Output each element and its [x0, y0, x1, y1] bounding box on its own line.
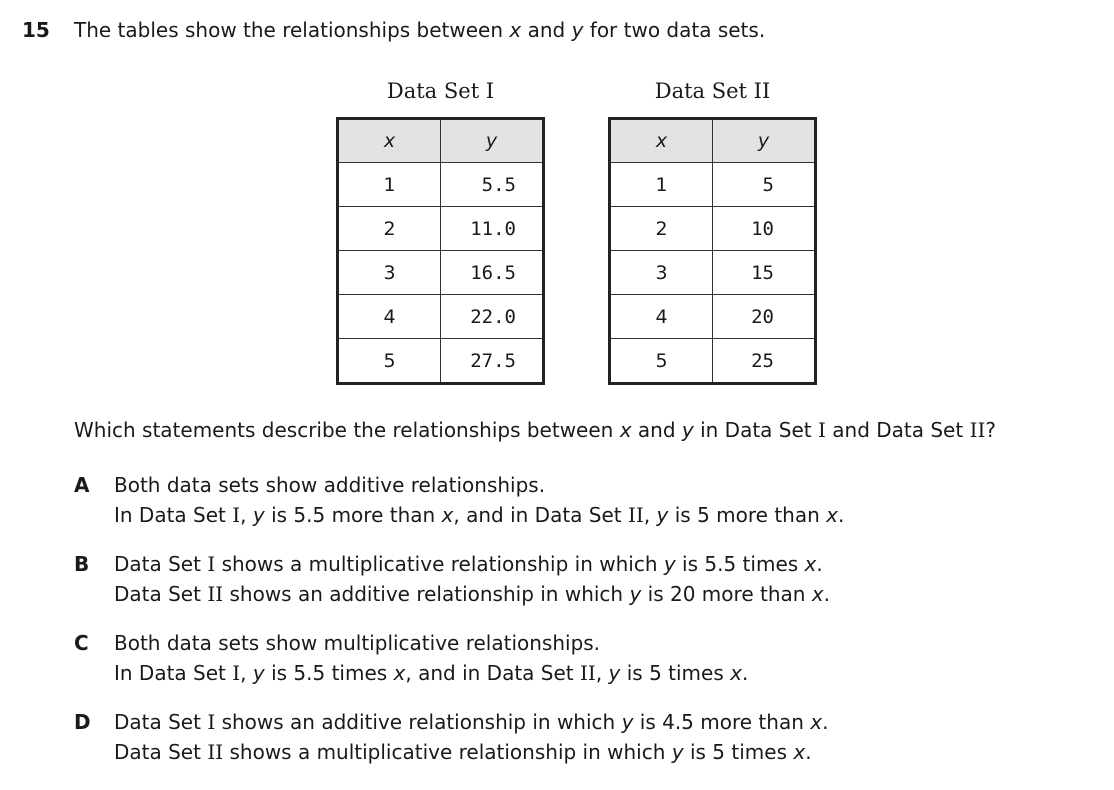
cell-x: 4 — [610, 295, 713, 339]
table-row — [338, 339, 544, 384]
item-number: 15 — [22, 18, 50, 42]
choice-letter: B — [74, 552, 90, 576]
header-x: x — [338, 119, 441, 163]
cell-x: 2 — [338, 207, 441, 251]
cell-y: 20 — [713, 295, 816, 339]
cell-y: 5.5 — [441, 163, 544, 207]
data-set-2-table — [608, 117, 817, 385]
cell-y: 27.5 — [441, 339, 544, 384]
choice-letter: C — [74, 631, 89, 655]
cell-y: 16.5 — [441, 251, 544, 295]
cell-x: 1 — [610, 163, 713, 207]
question-text: Which statements describe the relationships between x and y in Data Set I and Data Set II? — [74, 418, 996, 442]
choice-line-1: Both data sets show multiplicative relationships. — [114, 631, 601, 655]
header-y: y — [441, 119, 544, 163]
table-row — [610, 339, 816, 384]
data-set-1-title: Data Set I — [386, 79, 495, 103]
table-row — [338, 207, 544, 251]
cell-x: 1 — [338, 163, 441, 207]
cell-x: 3 — [610, 251, 713, 295]
cell-x: 4 — [338, 295, 441, 339]
choice-line-1: Data Set I shows a multiplicative relationship in which y is 5.5 times x. — [114, 552, 823, 576]
choice-letter: A — [74, 473, 90, 497]
table-row — [338, 163, 544, 207]
data-set-1 — [336, 76, 545, 385]
table-header-row — [338, 119, 544, 163]
table-row — [610, 163, 816, 207]
choice-line-2: Data Set II shows an additive relationship in which y is 20 more than x. — [114, 582, 830, 606]
question-stem: The tables show the relationships between x and y for two data sets. — [74, 18, 766, 42]
data-set-2 — [608, 76, 817, 385]
header-y: y — [713, 119, 816, 163]
table-row — [338, 295, 544, 339]
cell-x: 2 — [610, 207, 713, 251]
cell-y: 10 — [713, 207, 816, 251]
data-set-1-table — [336, 117, 545, 385]
choice-letter: D — [74, 710, 91, 734]
cell-x: 3 — [338, 251, 441, 295]
header-x: x — [610, 119, 713, 163]
choice-line-2: In Data Set I, y is 5.5 more than x, and in Data Set II, y is 5 more than x. — [114, 503, 845, 527]
table-header-row — [610, 119, 816, 163]
cell-y: 11.0 — [441, 207, 544, 251]
table-row — [610, 251, 816, 295]
cell-y: 15 — [713, 251, 816, 295]
choice-line-2: In Data Set I, y is 5.5 times x, and in Data Set II, y is 5 times x. — [114, 661, 749, 685]
cell-y: 5 — [713, 163, 816, 207]
table-row — [338, 251, 544, 295]
table-row — [610, 295, 816, 339]
table-row — [610, 207, 816, 251]
cell-x: 5 — [338, 339, 441, 384]
data-set-2-title: Data Set II — [654, 79, 771, 103]
cell-y: 22.0 — [441, 295, 544, 339]
choice-line-1: Data Set I shows an additive relationship in which y is 4.5 more than x. — [114, 710, 829, 734]
choice-line-1: Both data sets show additive relationships. — [114, 473, 546, 497]
choice-line-2: Data Set II shows a multiplicative relationship in which y is 5 times x. — [114, 740, 812, 764]
cell-x: 5 — [610, 339, 713, 384]
cell-y: 25 — [713, 339, 816, 384]
